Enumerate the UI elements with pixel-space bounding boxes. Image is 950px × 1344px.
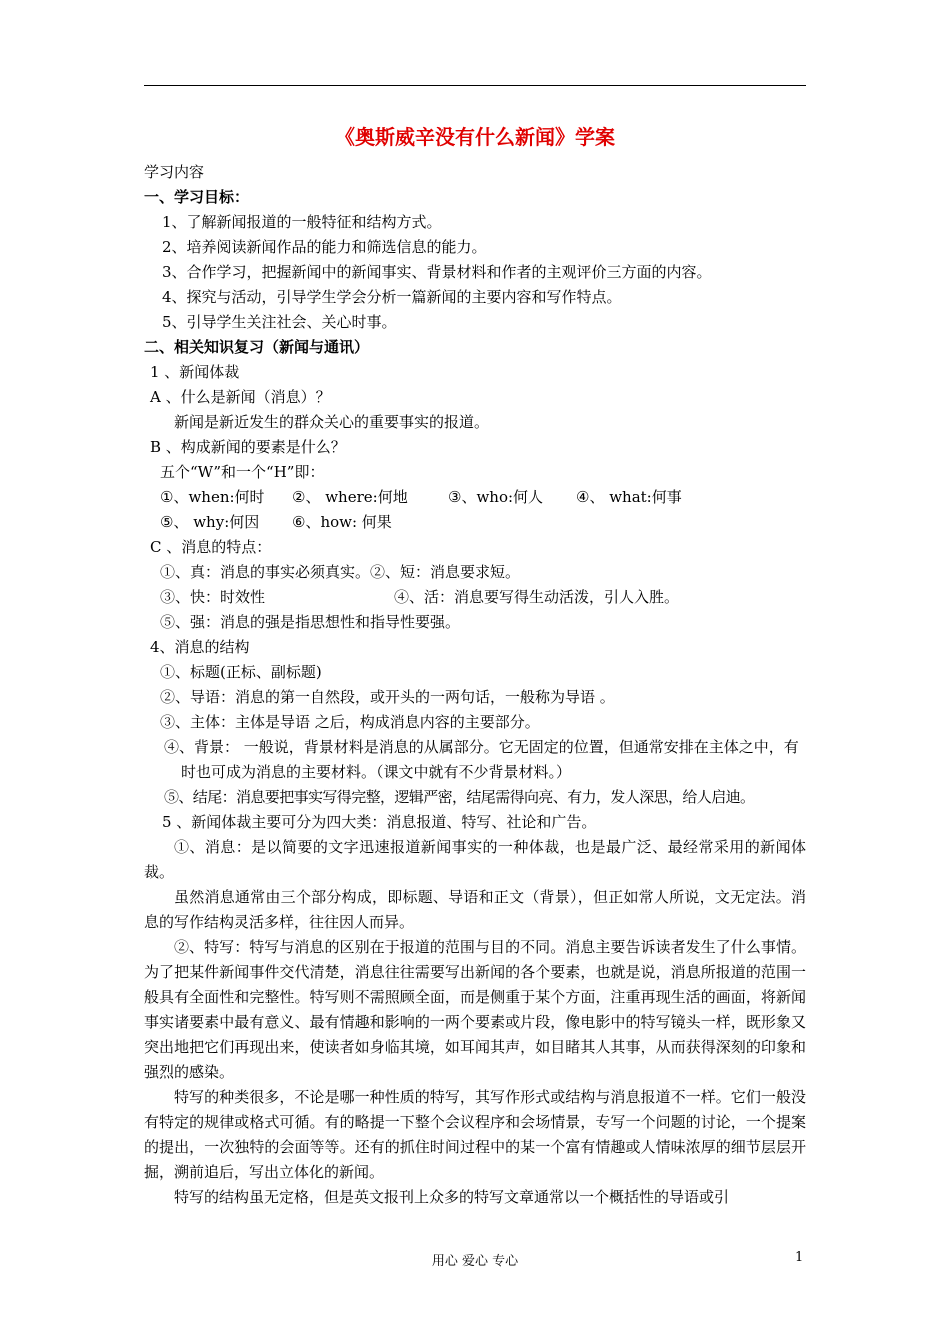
question-a: A 、什么是新闻（消息）？: [150, 388, 331, 406]
trait-row-3: ⑤、强：消息的强是指思想性和指导性要强。: [160, 613, 461, 631]
trait-item: ③、快：时效性: [160, 588, 266, 606]
structure-item: ④、背景： 一般说，背景材料是消息的从属部分。它无固定的位置，但通常安排在主体之中，有时也可成为消息的主要材料。（课文中就有不少背景材料。）: [164, 738, 799, 781]
paragraph: ①、消息：是以简要的文字迅速报道新闻事实的一种体裁，也是最广泛、最经常采用的新闻体裁。: [144, 838, 806, 881]
footer-motto: 用心 爱心 专心: [431, 1254, 519, 1269]
structure-heading: 4、消息的结构: [150, 638, 250, 656]
answer-a: 新闻是新近发生的群众关心的重要事实的报道。: [174, 413, 490, 431]
section-label: 学习内容: [144, 163, 205, 181]
w-element: ③、who:何人: [448, 488, 544, 506]
paragraph: 虽然消息通常由三个部分构成，即标题、导语和正文（背景），但正如常人所说，文无定法。消息的写作结构灵活多样，往往因人而异。: [144, 888, 806, 931]
paragraph: 特写的结构虽无定格，但是英文报刊上众多的特写文章通常以一个概括性的导语或引: [174, 1188, 730, 1206]
w-element: ①、when:何时: [160, 488, 265, 506]
structure-item: ②、导语：消息的第一自然段，或开头的一两句话，一般称为导语 。: [160, 688, 615, 706]
w-element: ②、 where:何地: [292, 488, 408, 506]
question-b: B 、构成新闻的要素是什么？: [150, 438, 346, 456]
objective-item: 5、引导学生关注社会、关心时事。: [162, 313, 397, 331]
w-elements-row-2: [144, 510, 806, 535]
w-element: ⑤、 why:何因: [160, 513, 260, 531]
document-title: 《奥斯威辛没有什么新闻》学案: [335, 125, 615, 149]
types-heading: 5 、新闻体裁主要可分为四大类：消息报道、特写、社论和广告。: [162, 813, 597, 831]
trait-row-2: [144, 585, 806, 610]
trait-item: ④、活：消息要写得生动活泼，引人入胜。: [394, 588, 680, 606]
page-number: 1: [795, 1250, 804, 1265]
paragraph: ②、特写：特写与消息的区别在于报道的范围与目的不同。消息主要告诉读者发生了什么事情。为了把某件新闻事件交代清楚，消息往往需要写出新闻的各个要素，也就是说，消息所报道的范围一般具有全面性和完整性。特写则不需照顾全面，而是侧重于某个方面，注重再现生活的画面，将新闻事实诸要素中最有意义、最有情趣和影响的一两个要素或片段，像电影中的特写镜头一样，既形象又突出地把它们再现出来，使读者如身临其境，如耳闻其声，如目睹其人其事，从而获得深刻的印象和强烈的感染。: [144, 938, 806, 1081]
structure-item: ⑤、结尾：消息要把事实写得完整，逻辑严密，结尾需得向亮、有力，发人深思，给人启迪。: [164, 788, 755, 806]
objective-item: 2、培养阅读新闻作品的能力和筛选信息的能力。: [162, 238, 487, 256]
objectives-heading: 一、学习目标：: [144, 188, 250, 206]
trait-row-1: ①、真：消息的事实必须真实。②、短：消息要求短。: [160, 563, 521, 581]
objective-item: 1、了解新闻报道的一般特征和结构方式。: [162, 213, 442, 231]
five-w-intro: 五个“W”和一个“H”即：: [160, 463, 325, 481]
document-body: [144, 122, 806, 1210]
w-element: ④、 what:何事: [576, 488, 682, 506]
structure-item: ③、主体：主体是导语 之后，构成消息内容的主要部分。: [160, 713, 540, 731]
question-c: C 、消息的特点：: [150, 538, 272, 556]
genre-heading: 1 、新闻体裁: [150, 363, 240, 381]
paragraph: 特写的种类很多，不论是哪一种性质的特写，其写作形式或结构与消息报道不一样。它们一般没有特定的规律或格式可循。有的略提一下整个会议程序和会场情景，专写一个问题的讨论，一个提案的提出，一次独特的会面等等。还有的抓住时间过程中的某一个富有情趣或人情味浓厚的细节层层开掘，溯前追后，写出立体化的新闻。: [144, 1088, 806, 1181]
review-heading: 二、相关知识复习（新闻与通讯）: [144, 338, 370, 356]
objective-item: 3、合作学习，把握新闻中的新闻事实、背景材料和作者的主观评价三方面的内容。: [162, 263, 712, 281]
w-element: ⑥、how: 何果: [292, 513, 392, 531]
header-rule: [144, 85, 806, 86]
w-elements-row-1: [144, 485, 806, 510]
structure-item: ①、标题(正标、副标题): [160, 663, 322, 681]
objective-item: 4、探究与活动，引导学生学会分析一篇新闻的主要内容和写作特点。: [162, 288, 622, 306]
